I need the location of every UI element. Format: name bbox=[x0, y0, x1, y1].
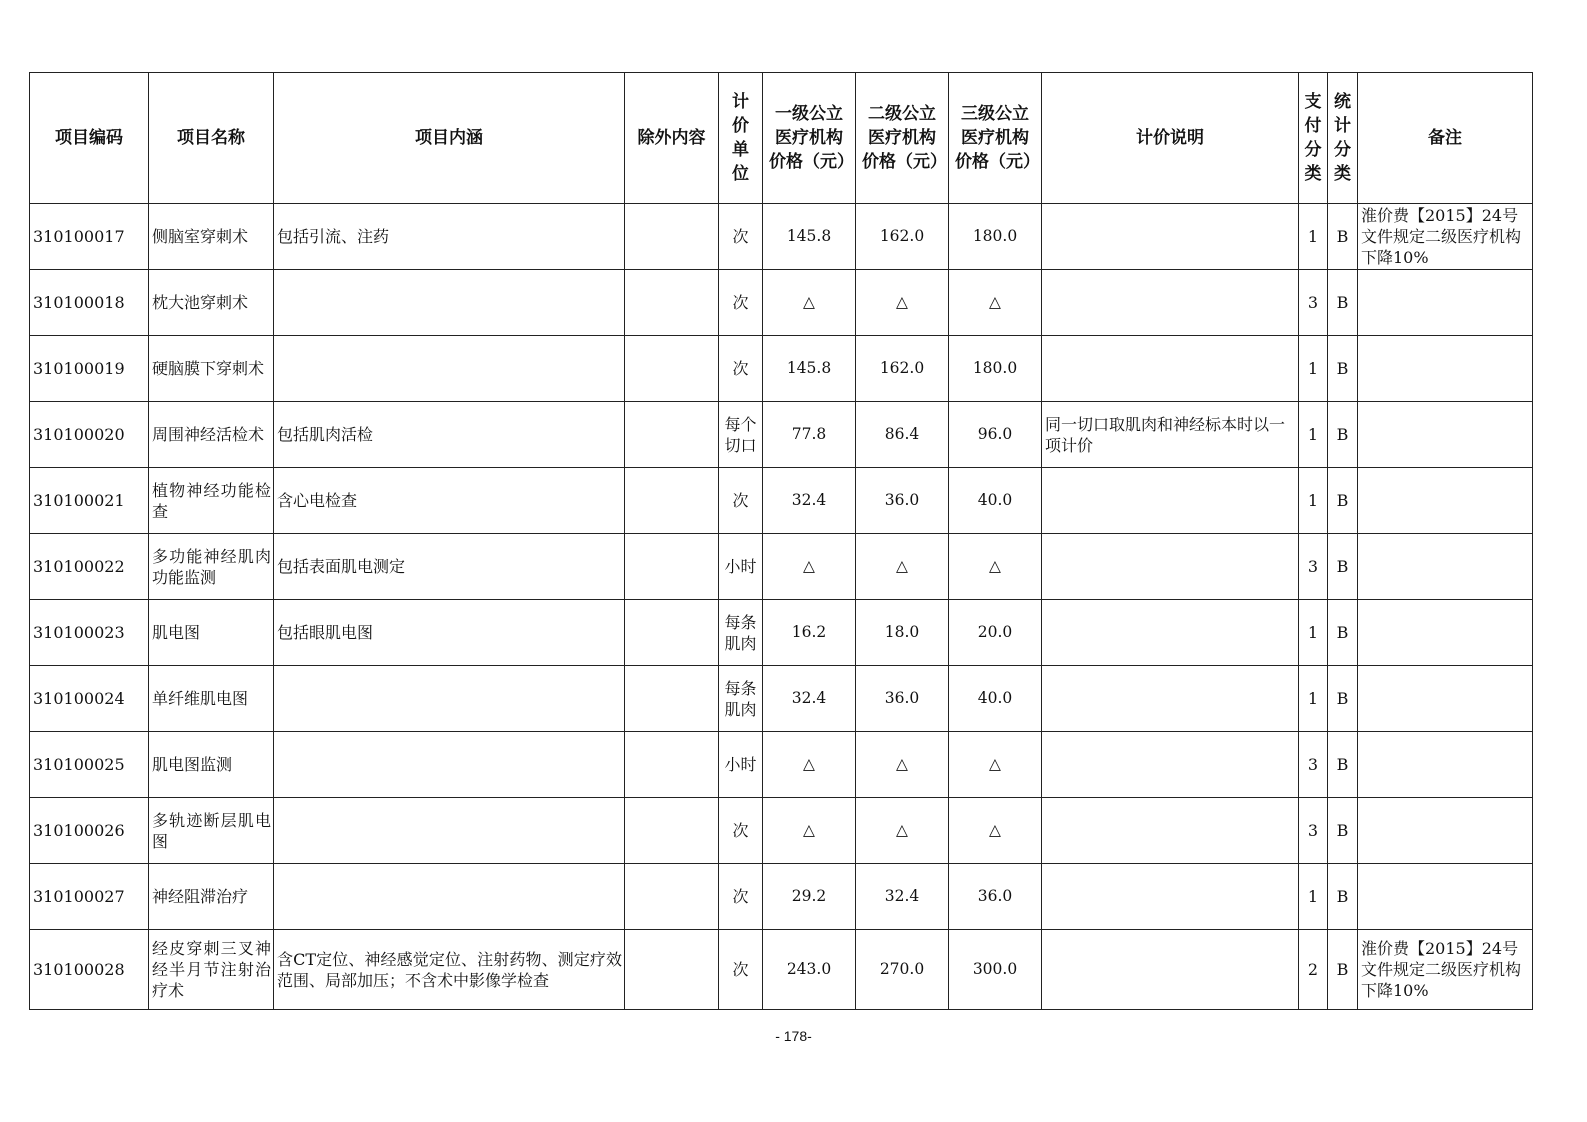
cell-name: 神经阻滞治疗 bbox=[149, 864, 274, 930]
header-note: 备注 bbox=[1358, 73, 1533, 204]
table-row bbox=[30, 798, 1533, 864]
cell-explanation bbox=[1042, 270, 1299, 336]
table-row bbox=[30, 270, 1533, 336]
cell-excluded bbox=[625, 204, 719, 270]
cell-price-level-3: 20.0 bbox=[949, 600, 1042, 666]
header-content: 项目内涵 bbox=[274, 73, 625, 204]
cell-unit: 次 bbox=[719, 468, 763, 534]
cell-pay-category: 3 bbox=[1299, 798, 1328, 864]
cell-price-level-2: 36.0 bbox=[856, 468, 949, 534]
cell-price-level-2: △ bbox=[856, 534, 949, 600]
cell-price-level-1: 16.2 bbox=[763, 600, 856, 666]
cell-code: 310100021 bbox=[30, 468, 149, 534]
cell-unit: 次 bbox=[719, 864, 763, 930]
table-row bbox=[30, 666, 1533, 732]
cell-name: 多功能神经肌肉功能监测 bbox=[149, 534, 274, 600]
header-code: 项目编码 bbox=[30, 73, 149, 204]
cell-content bbox=[274, 336, 625, 402]
cell-stat-category: B bbox=[1328, 930, 1358, 1010]
cell-content bbox=[274, 732, 625, 798]
cell-pay-category: 3 bbox=[1299, 732, 1328, 798]
cell-price-level-3: 96.0 bbox=[949, 402, 1042, 468]
header-excluded: 除外内容 bbox=[625, 73, 719, 204]
cell-price-level-1: 77.8 bbox=[763, 402, 856, 468]
cell-code: 310100026 bbox=[30, 798, 149, 864]
cell-price-level-2: 162.0 bbox=[856, 204, 949, 270]
cell-code: 310100024 bbox=[30, 666, 149, 732]
cell-note bbox=[1358, 468, 1533, 534]
cell-pay-category: 1 bbox=[1299, 204, 1328, 270]
cell-note bbox=[1358, 336, 1533, 402]
cell-note bbox=[1358, 270, 1533, 336]
cell-price-level-1: △ bbox=[763, 270, 856, 336]
table-row bbox=[30, 930, 1533, 1010]
cell-excluded bbox=[625, 336, 719, 402]
cell-explanation bbox=[1042, 204, 1299, 270]
cell-stat-category: B bbox=[1328, 666, 1358, 732]
cell-price-level-2: 270.0 bbox=[856, 930, 949, 1010]
cell-code: 310100023 bbox=[30, 600, 149, 666]
cell-explanation bbox=[1042, 468, 1299, 534]
cell-code: 310100028 bbox=[30, 930, 149, 1010]
cell-name: 硬脑膜下穿刺术 bbox=[149, 336, 274, 402]
cell-code: 310100022 bbox=[30, 534, 149, 600]
cell-stat-category: B bbox=[1328, 402, 1358, 468]
cell-price-level-3: 180.0 bbox=[949, 204, 1042, 270]
cell-price-level-3: △ bbox=[949, 732, 1042, 798]
cell-unit: 次 bbox=[719, 270, 763, 336]
cell-note bbox=[1358, 666, 1533, 732]
cell-price-level-2: 32.4 bbox=[856, 864, 949, 930]
cell-excluded bbox=[625, 600, 719, 666]
cell-price-level-1: 145.8 bbox=[763, 204, 856, 270]
cell-price-level-1: 32.4 bbox=[763, 666, 856, 732]
header-price-level-1: 一级公立医疗机构价格（元） bbox=[763, 73, 856, 204]
cell-explanation bbox=[1042, 666, 1299, 732]
cell-code: 310100020 bbox=[30, 402, 149, 468]
table-row bbox=[30, 204, 1533, 270]
cell-unit: 每条肌肉 bbox=[719, 600, 763, 666]
cell-price-level-1: 145.8 bbox=[763, 336, 856, 402]
cell-explanation bbox=[1042, 534, 1299, 600]
table-body bbox=[30, 204, 1533, 1010]
cell-price-level-3: 300.0 bbox=[949, 930, 1042, 1010]
cell-price-level-2: △ bbox=[856, 798, 949, 864]
cell-pay-category: 3 bbox=[1299, 534, 1328, 600]
cell-stat-category: B bbox=[1328, 270, 1358, 336]
cell-price-level-3: △ bbox=[949, 798, 1042, 864]
cell-unit: 次 bbox=[719, 930, 763, 1010]
cell-stat-category: B bbox=[1328, 732, 1358, 798]
cell-code: 310100019 bbox=[30, 336, 149, 402]
price-table-sheet bbox=[29, 72, 1533, 1010]
cell-price-level-1: 243.0 bbox=[763, 930, 856, 1010]
cell-explanation bbox=[1042, 600, 1299, 666]
cell-pay-category: 1 bbox=[1299, 666, 1328, 732]
cell-name: 枕大池穿刺术 bbox=[149, 270, 274, 336]
cell-price-level-1: △ bbox=[763, 732, 856, 798]
cell-code: 310100017 bbox=[30, 204, 149, 270]
cell-unit: 每个切口 bbox=[719, 402, 763, 468]
table-row bbox=[30, 468, 1533, 534]
cell-name: 侧脑室穿刺术 bbox=[149, 204, 274, 270]
cell-price-level-2: 18.0 bbox=[856, 600, 949, 666]
header-name: 项目名称 bbox=[149, 73, 274, 204]
table-row bbox=[30, 336, 1533, 402]
cell-excluded bbox=[625, 534, 719, 600]
table-row bbox=[30, 600, 1533, 666]
table-row bbox=[30, 402, 1533, 468]
cell-excluded bbox=[625, 468, 719, 534]
cell-content bbox=[274, 864, 625, 930]
cell-unit: 次 bbox=[719, 798, 763, 864]
cell-note bbox=[1358, 534, 1533, 600]
cell-code: 310100025 bbox=[30, 732, 149, 798]
cell-content: 含CT定位、神经感觉定位、注射药物、测定疗效范围、局部加压；不含术中影像学检查 bbox=[274, 930, 625, 1010]
cell-name: 周围神经活检术 bbox=[149, 402, 274, 468]
cell-price-level-1: △ bbox=[763, 798, 856, 864]
cell-excluded bbox=[625, 270, 719, 336]
cell-name: 肌电图 bbox=[149, 600, 274, 666]
cell-price-level-3: △ bbox=[949, 270, 1042, 336]
cell-pay-category: 1 bbox=[1299, 336, 1328, 402]
cell-price-level-3: △ bbox=[949, 534, 1042, 600]
cell-note bbox=[1358, 402, 1533, 468]
cell-price-level-2: 86.4 bbox=[856, 402, 949, 468]
cell-price-level-3: 180.0 bbox=[949, 336, 1042, 402]
table-row bbox=[30, 534, 1533, 600]
header-pay-category: 支付分类 bbox=[1299, 73, 1328, 204]
cell-name: 经皮穿刺三叉神经半月节注射治疗术 bbox=[149, 930, 274, 1010]
cell-unit: 次 bbox=[719, 204, 763, 270]
header-price-level-3: 三级公立医疗机构价格（元） bbox=[949, 73, 1042, 204]
cell-note bbox=[1358, 864, 1533, 930]
cell-content: 含心电检查 bbox=[274, 468, 625, 534]
header-price-level-2: 二级公立医疗机构价格（元） bbox=[856, 73, 949, 204]
cell-content bbox=[274, 798, 625, 864]
cell-excluded bbox=[625, 930, 719, 1010]
cell-note: 淮价费【2015】24号文件规定二级医疗机构下降10% bbox=[1358, 204, 1533, 270]
cell-explanation bbox=[1042, 930, 1299, 1010]
cell-pay-category: 1 bbox=[1299, 864, 1328, 930]
cell-excluded bbox=[625, 666, 719, 732]
cell-content: 包括眼肌电图 bbox=[274, 600, 625, 666]
cell-price-level-3: 36.0 bbox=[949, 864, 1042, 930]
cell-stat-category: B bbox=[1328, 204, 1358, 270]
header-unit: 计价单位 bbox=[719, 73, 763, 204]
cell-content bbox=[274, 270, 625, 336]
cell-note: 淮价费【2015】24号文件规定二级医疗机构下降10% bbox=[1358, 930, 1533, 1010]
cell-excluded bbox=[625, 798, 719, 864]
cell-stat-category: B bbox=[1328, 468, 1358, 534]
cell-price-level-1: △ bbox=[763, 534, 856, 600]
cell-explanation bbox=[1042, 864, 1299, 930]
cell-explanation: 同一切口取肌肉和神经标本时以一项计价 bbox=[1042, 402, 1299, 468]
cell-content: 包括肌肉活检 bbox=[274, 402, 625, 468]
cell-stat-category: B bbox=[1328, 864, 1358, 930]
cell-note bbox=[1358, 600, 1533, 666]
page-number: - 178- bbox=[775, 1028, 812, 1044]
price-table bbox=[29, 72, 1533, 1010]
cell-unit: 小时 bbox=[719, 534, 763, 600]
cell-price-level-3: 40.0 bbox=[949, 666, 1042, 732]
cell-name: 单纤维肌电图 bbox=[149, 666, 274, 732]
cell-stat-category: B bbox=[1328, 798, 1358, 864]
cell-price-level-2: △ bbox=[856, 732, 949, 798]
cell-pay-category: 1 bbox=[1299, 600, 1328, 666]
cell-unit: 每条肌肉 bbox=[719, 666, 763, 732]
cell-content: 包括引流、注药 bbox=[274, 204, 625, 270]
cell-pay-category: 1 bbox=[1299, 402, 1328, 468]
cell-code: 310100018 bbox=[30, 270, 149, 336]
table-header-row bbox=[30, 73, 1533, 204]
cell-explanation bbox=[1042, 798, 1299, 864]
cell-name: 肌电图监测 bbox=[149, 732, 274, 798]
header-explanation: 计价说明 bbox=[1042, 73, 1299, 204]
cell-pay-category: 2 bbox=[1299, 930, 1328, 1010]
cell-stat-category: B bbox=[1328, 534, 1358, 600]
cell-price-level-2: △ bbox=[856, 270, 949, 336]
cell-stat-category: B bbox=[1328, 336, 1358, 402]
cell-name: 多轨迹断层肌电图 bbox=[149, 798, 274, 864]
cell-price-level-1: 32.4 bbox=[763, 468, 856, 534]
cell-price-level-2: 162.0 bbox=[856, 336, 949, 402]
cell-price-level-1: 29.2 bbox=[763, 864, 856, 930]
cell-pay-category: 3 bbox=[1299, 270, 1328, 336]
cell-price-level-2: 36.0 bbox=[856, 666, 949, 732]
cell-excluded bbox=[625, 402, 719, 468]
cell-unit: 次 bbox=[719, 336, 763, 402]
cell-excluded bbox=[625, 864, 719, 930]
cell-pay-category: 1 bbox=[1299, 468, 1328, 534]
cell-name: 植物神经功能检查 bbox=[149, 468, 274, 534]
cell-price-level-3: 40.0 bbox=[949, 468, 1042, 534]
cell-content: 包括表面肌电测定 bbox=[274, 534, 625, 600]
cell-stat-category: B bbox=[1328, 600, 1358, 666]
cell-note bbox=[1358, 798, 1533, 864]
header-stat-category: 统计分类 bbox=[1328, 73, 1358, 204]
cell-content bbox=[274, 666, 625, 732]
cell-explanation bbox=[1042, 732, 1299, 798]
table-row bbox=[30, 732, 1533, 798]
table-row bbox=[30, 864, 1533, 930]
cell-explanation bbox=[1042, 336, 1299, 402]
cell-code: 310100027 bbox=[30, 864, 149, 930]
cell-unit: 小时 bbox=[719, 732, 763, 798]
cell-excluded bbox=[625, 732, 719, 798]
cell-note bbox=[1358, 732, 1533, 798]
